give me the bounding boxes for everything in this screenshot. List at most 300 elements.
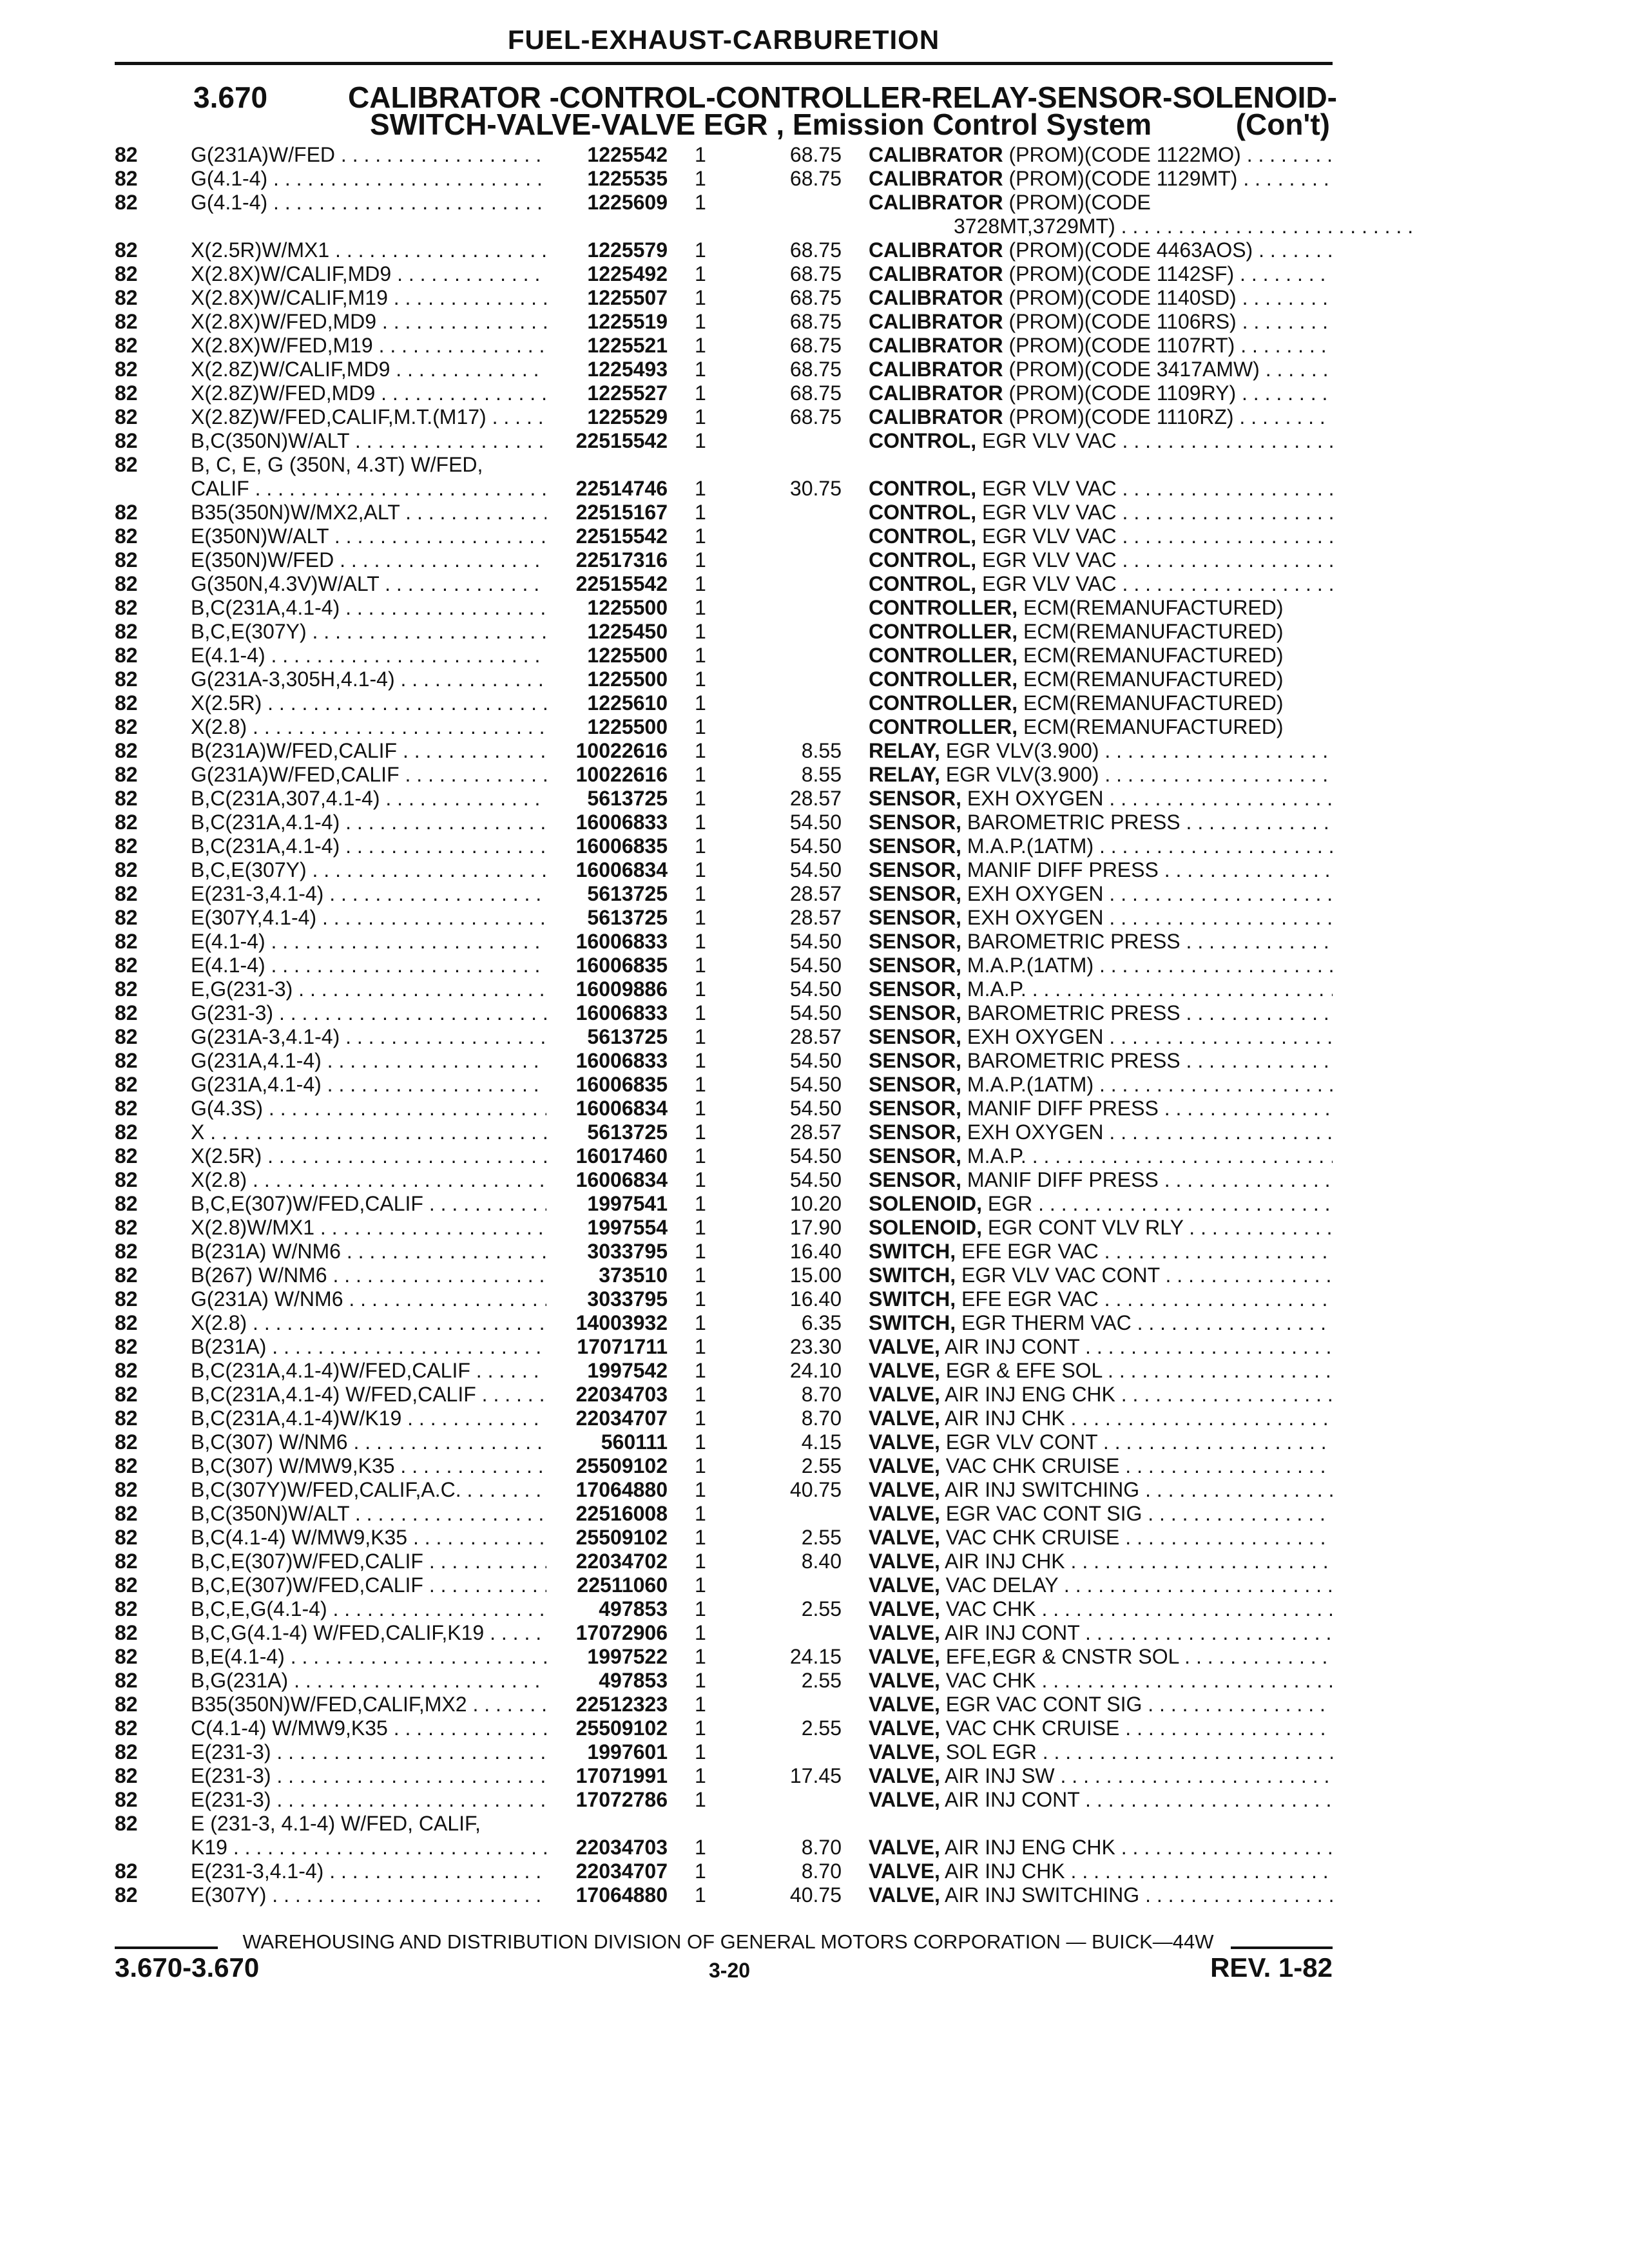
part-number-cell: 3033795 [587, 1287, 668, 1311]
application-cell: E(231-3) . . . [191, 1788, 546, 1812]
price-cell: 2.55 [801, 1526, 842, 1549]
description-cell [869, 286, 1333, 310]
part-number-cell: 5613725 [587, 787, 668, 810]
parts-row [0, 1883, 1629, 1907]
application-cell: E(231-3) . . . [191, 1740, 546, 1764]
part-description: VAC CHK CRUISE [945, 1716, 1120, 1740]
year-cell: 82 [115, 453, 138, 476]
description-cell [869, 167, 1333, 191]
quantity-cell: 1 [695, 1883, 706, 1907]
description-cell [869, 429, 1333, 453]
part-number-cell: 16006833 [575, 1001, 668, 1024]
parts-row [0, 668, 1629, 691]
part-number-cell: 1225500 [587, 715, 668, 738]
description-cell [869, 1240, 1333, 1264]
description-cell [869, 358, 1333, 381]
description-cell [869, 262, 1333, 286]
parts-row [0, 477, 1629, 501]
part-description: EGR [987, 1192, 1033, 1215]
description-cell [869, 1573, 1333, 1597]
quantity-cell: 1 [695, 405, 706, 428]
price-cell: 54.50 [789, 1073, 842, 1096]
description-cell [869, 620, 1333, 644]
parts-row [0, 954, 1629, 977]
part-name: VALVE, [869, 1836, 940, 1859]
quantity-cell: 1 [695, 834, 706, 858]
part-name: VALVE, [869, 1669, 940, 1692]
part-number-cell: 14003932 [575, 1311, 668, 1334]
part-number-cell: 1225579 [587, 238, 668, 262]
part-number-cell: 1997542 [587, 1359, 668, 1382]
part-number-cell: 1225542 [587, 143, 668, 166]
part-number-cell: 1225492 [587, 262, 668, 285]
part-number-cell: 22034703 [575, 1836, 668, 1859]
price-cell: 8.55 [801, 739, 842, 762]
part-name: CALIBRATOR [869, 262, 1003, 285]
application-cell: B,C(231A,4.1-4) . . . [191, 811, 546, 834]
price-cell: 40.75 [789, 1883, 842, 1907]
description-cell [869, 763, 1333, 787]
description-cell [869, 906, 1333, 930]
quantity-cell: 1 [695, 954, 706, 977]
price-cell: 24.15 [789, 1645, 842, 1668]
year-cell: 82 [115, 691, 138, 715]
application-cell: B(267) W/NM6 . . . [191, 1264, 546, 1287]
part-description: MANIF DIFF PRESS [967, 1097, 1159, 1120]
description-cell [869, 596, 1333, 620]
description-cell [869, 977, 1333, 1001]
part-description: EXH OXYGEN [967, 1120, 1104, 1144]
year-cell: 82 [115, 811, 138, 834]
part-number-cell: 1225535 [587, 167, 668, 190]
part-name: VALVE, [869, 1526, 940, 1549]
parts-row [0, 596, 1629, 620]
parts-row [0, 358, 1629, 381]
quantity-cell: 1 [695, 1669, 706, 1692]
application-cell: B,C(231A,4.1-4) . . . [191, 834, 546, 858]
part-name: CONTROLLER, [869, 715, 1018, 738]
year-cell: 82 [115, 1597, 138, 1620]
part-number-cell: 22515167 [575, 501, 668, 524]
description-cell [869, 1550, 1333, 1573]
price-cell: 28.57 [789, 1025, 842, 1048]
parts-row [0, 1621, 1629, 1645]
part-number-cell: 16006835 [575, 954, 668, 977]
part-name: CALIBRATOR [869, 286, 1003, 309]
price-cell: 54.50 [789, 834, 842, 858]
application-cell: B,C(4.1-4) W/MW9,K35 . . . [191, 1526, 546, 1550]
quantity-cell: 1 [695, 739, 706, 762]
part-description: EGR VLV CONT [945, 1430, 1098, 1454]
year-cell: 82 [115, 286, 138, 309]
part-description: AIR INJ CONT [944, 1621, 1080, 1644]
quantity-cell: 1 [695, 763, 706, 786]
description-cell [869, 715, 1333, 739]
parts-row [0, 1645, 1629, 1669]
part-name: CONTROLLER, [869, 644, 1018, 667]
part-number-cell: 22517316 [575, 548, 668, 572]
quantity-cell: 1 [695, 1502, 706, 1525]
part-number-cell: 16006834 [575, 858, 668, 881]
parts-row [0, 1526, 1629, 1550]
part-name: SENSOR, [869, 954, 962, 977]
price-cell: 54.50 [789, 811, 842, 834]
application-cell: B,C(307) W/MW9,K35 . . . [191, 1454, 546, 1478]
application-cell: X(2.8) . . . [191, 1311, 546, 1335]
quantity-cell: 1 [695, 286, 706, 309]
part-name: VALVE, [869, 1621, 940, 1644]
section-title-text: SWITCH-VALVE-VALVE EGR , Emission Control System [370, 108, 1152, 141]
part-description: EGR VLV VAC [981, 477, 1117, 500]
part-number-cell: 25509102 [575, 1526, 668, 1549]
part-name: CONTROLLER, [869, 668, 1018, 691]
part-number-cell: 5613725 [587, 1120, 668, 1144]
description-cell [869, 501, 1333, 524]
year-cell: 82 [115, 572, 138, 595]
year-cell: 82 [115, 1550, 138, 1573]
part-description: EFE,EGR & CNSTR SOL [945, 1645, 1179, 1668]
parts-row [0, 1502, 1629, 1526]
part-number-cell: 373510 [599, 1264, 668, 1287]
year-cell: 82 [115, 405, 138, 428]
part-description: EGR VLV(3.900) [945, 763, 1099, 786]
price-cell: 30.75 [789, 477, 842, 500]
parts-row [0, 1311, 1629, 1335]
part-name: SWITCH, [869, 1287, 956, 1311]
description-cell [869, 1144, 1333, 1168]
price-cell: 16.40 [789, 1287, 842, 1311]
year-cell: 82 [115, 143, 138, 166]
quantity-cell: 1 [695, 1240, 706, 1263]
price-cell: 28.57 [789, 882, 842, 905]
application-cell: E(4.1-4) . . . [191, 954, 546, 977]
parts-row [0, 453, 1629, 477]
part-name: CALIBRATOR [869, 143, 1003, 166]
description-cell [954, 215, 1418, 238]
description-cell [869, 572, 1333, 596]
part-number-cell: 1997522 [587, 1645, 668, 1668]
section-title-line1: CALIBRATOR -CONTROL-CONTROLLER-RELAY-SENSOR-SOLENOID- [348, 81, 1338, 114]
application-cell: E(231-3,4.1-4) . . . [191, 882, 546, 906]
description-cell [869, 668, 1333, 691]
part-name: CALIBRATOR [869, 238, 1003, 262]
quantity-cell: 1 [695, 1454, 706, 1477]
description-cell [869, 1168, 1333, 1192]
quantity-cell: 1 [695, 1144, 706, 1168]
description-cell [869, 1407, 1333, 1430]
footer-section-range: 3.670-3.670 [115, 1952, 260, 1983]
price-cell: 10.20 [789, 1192, 842, 1215]
description-cell [869, 524, 1333, 548]
part-name: SWITCH, [869, 1311, 956, 1334]
footer-rule-right [1231, 1946, 1333, 1949]
quantity-cell: 1 [695, 1097, 706, 1120]
parts-row [0, 334, 1629, 358]
year-cell: 82 [115, 1216, 138, 1239]
description-cell [869, 1311, 1333, 1335]
application-cell: G(4.3S) . . . [191, 1097, 546, 1120]
parts-row [0, 1287, 1629, 1311]
description-cell [869, 1860, 1333, 1883]
year-cell: 82 [115, 262, 138, 285]
part-name: SENSOR, [869, 858, 962, 881]
part-name: CONTROL, [869, 524, 977, 548]
price-cell: 54.50 [789, 1168, 842, 1191]
parts-row [0, 1097, 1629, 1120]
description-cell [869, 143, 1333, 167]
part-name: CALIBRATOR [869, 358, 1003, 381]
quantity-cell: 1 [695, 1621, 706, 1644]
description-cell [869, 548, 1333, 572]
part-number-cell: 16006833 [575, 811, 668, 834]
year-cell: 82 [115, 191, 138, 214]
part-name: CONTROL, [869, 429, 977, 452]
price-cell: 68.75 [789, 358, 842, 381]
price-cell: 16.40 [789, 1240, 842, 1263]
year-cell: 82 [115, 1311, 138, 1334]
parts-row [0, 1764, 1629, 1788]
description-cell [869, 739, 1333, 763]
application-cell: B,C(231A,4.1-4)W/K19 . . . [191, 1407, 546, 1430]
parts-row [0, 1693, 1629, 1716]
year-cell: 82 [115, 1621, 138, 1644]
application-cell: X(2.8Z)W/FED,MD9 . . . [191, 381, 546, 405]
part-description: EGR VLV VAC CONT [961, 1264, 1160, 1287]
year-cell: 82 [115, 238, 138, 262]
parts-row [0, 1049, 1629, 1073]
part-name: VALVE, [869, 1645, 940, 1668]
year-cell: 82 [115, 1120, 138, 1144]
part-description: VAC CHK [945, 1669, 1036, 1692]
application-cell: B(231A) W/NM6 . . . [191, 1240, 546, 1264]
part-name: VALVE, [869, 1502, 940, 1525]
part-name: RELAY, [869, 739, 940, 762]
description-cell [869, 1073, 1333, 1097]
price-cell: 68.75 [789, 381, 842, 405]
part-description: ECM(REMANUFACTURED) [1023, 596, 1284, 619]
part-number-cell: 16006833 [575, 1049, 668, 1072]
description-cell [869, 1049, 1333, 1073]
part-description: EGR VAC CONT SIG [945, 1693, 1142, 1716]
description-cell [869, 858, 1333, 882]
part-name: VALVE, [869, 1860, 940, 1883]
quantity-cell: 1 [695, 715, 706, 738]
year-cell: 82 [115, 1049, 138, 1072]
price-cell: 2.55 [801, 1669, 842, 1692]
part-number-cell: 17064880 [575, 1478, 668, 1501]
part-number-cell: 1225450 [587, 620, 668, 643]
parts-row [0, 1860, 1629, 1883]
application-cell: B,C(231A,307,4.1-4) . . . [191, 787, 546, 811]
part-description: VAC CHK CRUISE [945, 1526, 1120, 1549]
year-cell: 82 [115, 1287, 138, 1311]
part-description: M.A.P.(1ATM) [967, 1073, 1094, 1096]
part-name: CONTROLLER, [869, 691, 1018, 715]
part-number-cell: 17072786 [575, 1788, 668, 1811]
part-description: (PROM)(CODE 3417AMW) [1008, 358, 1260, 381]
application-cell: X(2.8X)W/CALIF,M19 . . . [191, 286, 546, 310]
part-number-cell: 1225610 [587, 691, 668, 715]
description-cell [869, 1669, 1333, 1693]
price-cell: 54.50 [789, 858, 842, 881]
description-cell [869, 310, 1333, 334]
application-cell: K19 . . . [191, 1836, 546, 1860]
part-number-cell: 22034702 [575, 1550, 668, 1573]
part-name: CONTROL, [869, 477, 977, 500]
part-name: SENSOR, [869, 1120, 962, 1144]
year-cell: 82 [115, 882, 138, 905]
part-name: RELAY, [869, 763, 940, 786]
part-description: (PROM)(CODE [1008, 191, 1151, 214]
part-name: VALVE, [869, 1335, 940, 1358]
application-cell: B,C(231A,4.1-4) W/FED,CALIF . . . [191, 1383, 546, 1407]
part-number-cell: 1997601 [587, 1740, 668, 1763]
description-cell [869, 1597, 1333, 1621]
parts-row [0, 715, 1629, 739]
description-cell [869, 1287, 1333, 1311]
part-name: CALIBRATOR [869, 381, 1003, 405]
quantity-cell: 1 [695, 143, 706, 166]
parts-row [0, 1836, 1629, 1860]
year-cell: 82 [115, 548, 138, 572]
description-cell [869, 477, 1333, 501]
application-cell: G(231-3) . . . [191, 1001, 546, 1025]
part-description: (PROM)(CODE 1109RY) [1008, 381, 1237, 405]
year-cell: 82 [115, 906, 138, 929]
parts-row [0, 310, 1629, 334]
part-description: EGR & EFE SOL [945, 1359, 1103, 1382]
quantity-cell: 1 [695, 429, 706, 452]
footer-revision: REV. 1-82 [1210, 1952, 1333, 1983]
quantity-cell: 1 [695, 1550, 706, 1573]
application-cell: X(2.8X)W/FED,MD9 . . . [191, 310, 546, 334]
price-cell: 54.50 [789, 1097, 842, 1120]
application-cell: E(4.1-4) . . . [191, 644, 546, 668]
quantity-cell: 1 [695, 1025, 706, 1048]
part-number-cell: 16006833 [575, 930, 668, 953]
part-name: SENSOR, [869, 1049, 962, 1072]
quantity-cell: 1 [695, 1311, 706, 1334]
parts-row [0, 977, 1629, 1001]
year-cell: 82 [115, 1097, 138, 1120]
part-description: AIR INJ SWITCHING [944, 1883, 1140, 1907]
quantity-cell: 1 [695, 1383, 706, 1406]
part-number-cell: 17072906 [575, 1621, 668, 1644]
part-description: BAROMETRIC PRESS [967, 811, 1181, 834]
year-cell: 82 [115, 954, 138, 977]
description-cell [869, 954, 1333, 977]
application-cell: X(2.5R)W/MX1 . . . [191, 238, 546, 262]
year-cell: 82 [115, 429, 138, 452]
part-description: EGR VLV VAC [981, 524, 1117, 548]
description-cell [869, 1526, 1333, 1550]
part-number-cell: 22514746 [575, 477, 668, 500]
parts-row [0, 811, 1629, 834]
quantity-cell: 1 [695, 882, 706, 905]
parts-row [0, 1168, 1629, 1192]
parts-row [0, 739, 1629, 763]
parts-row [0, 1359, 1629, 1383]
part-number-cell: 22515542 [575, 429, 668, 452]
part-description: BAROMETRIC PRESS [967, 930, 1181, 953]
part-name: SENSOR, [869, 1097, 962, 1120]
year-cell: 82 [115, 1645, 138, 1668]
year-cell: 82 [115, 1454, 138, 1477]
application-cell: E (231-3, 4.1-4) W/FED, CALIF, [191, 1812, 481, 1835]
year-cell: 82 [115, 1502, 138, 1525]
application-cell: X(2.8Z)W/CALIF,MD9 . . . [191, 358, 546, 381]
year-cell: 82 [115, 1335, 138, 1358]
price-cell: 68.75 [789, 167, 842, 190]
application-cell: B35(350N)W/MX2,ALT . . . [191, 501, 546, 524]
header-rule [115, 62, 1333, 65]
application-cell: G(231A)W/FED,CALIF . . . [191, 763, 546, 787]
application-cell: G(4.1-4) . . . [191, 191, 546, 215]
description-cell [869, 1621, 1333, 1645]
quantity-cell: 1 [695, 596, 706, 619]
description-cell [869, 1097, 1333, 1120]
description-cell [869, 1740, 1333, 1764]
quantity-cell: 1 [695, 1407, 706, 1430]
year-cell: 82 [115, 1073, 138, 1096]
part-name: SENSOR, [869, 1001, 962, 1024]
part-description: AIR INJ CHK [944, 1860, 1065, 1883]
footer-text: WAREHOUSING AND DISTRIBUTION DIVISION OF GENERAL MOTORS CORPORATION — BUICK—44W [242, 1930, 1214, 1953]
price-cell: 17.45 [789, 1764, 842, 1787]
application-cell: E(307Y) . . . [191, 1883, 546, 1907]
application-cell: B,C,E,G(4.1-4) . . . [191, 1597, 546, 1621]
application-cell: X . . . [191, 1120, 546, 1144]
quantity-cell: 1 [695, 1359, 706, 1382]
description-cell [869, 1716, 1333, 1740]
part-description: M.A.P. [967, 977, 1027, 1001]
part-description: AIR INJ ENG CHK [944, 1836, 1115, 1859]
part-description: EFE EGR VAC [961, 1240, 1099, 1263]
price-cell: 54.50 [789, 977, 842, 1001]
part-number-cell: 16006834 [575, 1097, 668, 1120]
application-cell: B(231A)W/FED,CALIF . . . [191, 739, 546, 763]
application-cell: G(231A,4.1-4) . . . [191, 1073, 546, 1097]
price-cell: 68.75 [789, 310, 842, 333]
application-cell: B,C(231A,4.1-4) . . . [191, 596, 546, 620]
parts-row [0, 429, 1629, 453]
year-cell: 82 [115, 1359, 138, 1382]
part-name: CALIBRATOR [869, 405, 1003, 428]
quantity-cell: 1 [695, 1264, 706, 1287]
application-cell: E,G(231-3) . . . [191, 977, 546, 1001]
price-cell: 8.70 [801, 1836, 842, 1859]
quantity-cell: 1 [695, 1430, 706, 1454]
quantity-cell: 1 [695, 477, 706, 500]
year-cell: 82 [115, 358, 138, 381]
part-name: VALVE, [869, 1550, 940, 1573]
year-cell: 82 [115, 524, 138, 548]
parts-row [0, 1478, 1629, 1502]
application-cell: X(2.8) . . . [191, 1168, 546, 1192]
part-description: AIR INJ CONT [944, 1335, 1080, 1358]
application-cell: B,C,E(307Y) . . . [191, 620, 546, 644]
quantity-cell: 1 [695, 1287, 706, 1311]
footer-rule-left [115, 1946, 218, 1949]
description-cell [869, 1430, 1333, 1454]
price-cell: 68.75 [789, 143, 842, 166]
parts-row [0, 1144, 1629, 1168]
year-cell: 82 [115, 1240, 138, 1263]
quantity-cell: 1 [695, 1478, 706, 1501]
part-number-cell: 5613725 [587, 906, 668, 929]
description-cell [869, 334, 1333, 358]
part-name: SENSOR, [869, 1168, 962, 1191]
